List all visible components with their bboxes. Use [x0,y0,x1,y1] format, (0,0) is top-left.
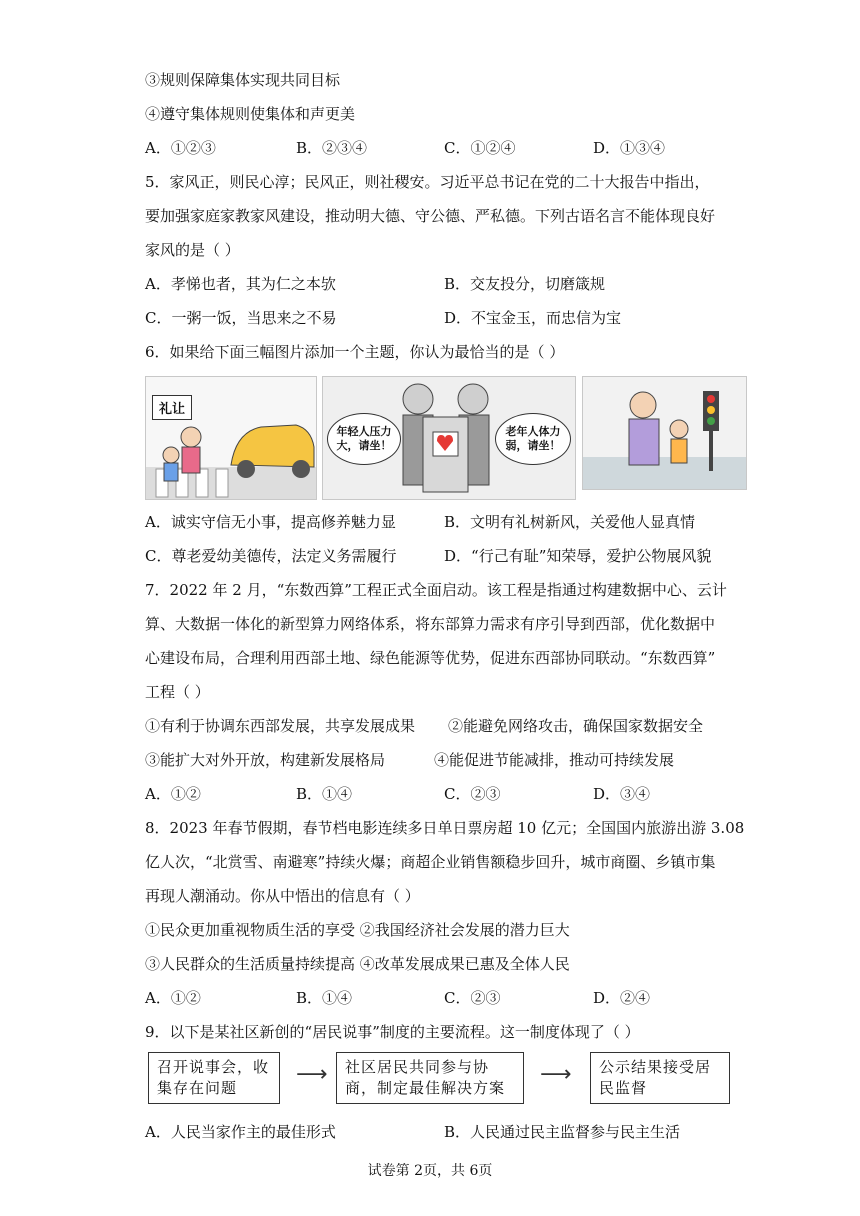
q8-option-b: B．①④ [296,989,353,1007]
q6-option-c: C．尊老爱幼美德传，法定义务需履行 [145,547,397,565]
q8-stem-line2: 亿人次，“北赏雪、南避寒”持续火爆；商超企业销售额稳步回升，城市商圈、乡镇市集 [145,853,716,871]
q7-option-b: B．①④ [296,785,353,803]
q7-stem-line3: 心建设布局，合理利用西部土地、绿色能源等优势，促进东西部协同联动。“东数西算” [145,649,716,667]
bubble-young-people: 年轻人压力大，请坐！ [327,413,401,465]
q8-stem-line3: 再现人潮涌动。你从中悟出的信息有（ ） [145,887,420,905]
q8-stem-line1: 8．2023 年春节假期，春节档电影连续多日单日票房超 10 亿元；全国国内旅游出游 3.08 [145,819,745,837]
q4-option-d: D．①③④ [593,139,666,157]
q6-option-b: B．文明有礼树新风，关爱他人显真情 [444,513,696,531]
grandma-child-crossing-illustration [583,377,746,489]
q5-option-c: C．一粥一饭，当思来之不易 [145,309,337,327]
q9-option-a: A．人民当家作主的最佳形式 [145,1123,336,1141]
q8-option-a: A．①② [145,989,201,1007]
q9-option-b: B．人民通过民主监督参与民主生活 [444,1123,681,1141]
q6-image-crossing [582,376,747,490]
q4-option-b: B．②③④ [296,139,368,157]
q7-stem-line1: 7．2022 年 2 月，“东数西算”工程正式全面启动。该工程是指通过构建数据中心、云计 [145,581,727,599]
q8-option-d: D．②④ [593,989,651,1007]
q7-item4: ④能促进节能减排，推动可持续发展 [434,751,675,769]
q6-image-seat [322,376,576,500]
q7-item1: ①有利于协调东西部发展，共享发展成果 [145,717,416,735]
q4-item3: ③规则保障集体实现共同目标 [145,71,341,89]
q8-items-line2: ③人民群众的生活质量持续提高 ④改革发展成果已惠及全体人民 [145,955,570,973]
q6-option-d: D．“行己有耻”知荣辱，爱护公物展风貌 [444,547,712,565]
flow-step-1: 召开说事会，收集存在问题 [148,1052,280,1104]
flow-step-2: 社区居民共同参与协商，制定最佳解决方案 [336,1052,524,1104]
q7-stem-line4: 工程（ ） [145,683,210,701]
q7-item2: ②能避免网络攻击，确保国家数据安全 [448,717,704,735]
q7-option-d: D．③④ [593,785,651,803]
q8-items-line1: ①民众更加重视物质生活的享受 ②我国经济社会发展的潜力巨大 [145,921,570,939]
q5-stem-line1: 5．家风正，则民心淳；民风正，则社稷安。习近平总书记在党的二十大报告中指出， [145,173,710,191]
q5-stem-line2: 要加强家庭家教家风建设，推动明大德、守公德、严私德。下列古语名言不能体现良好 [145,207,716,225]
q7-option-c: C．②③ [444,785,501,803]
bubble-elderly: 老年人体力弱，请坐！ [495,413,571,465]
q5-option-d: D．不宝金玉，而忠信为宝 [444,309,622,327]
page-footer: 试卷第 2页，共 6页 [367,1163,493,1179]
q5-option-a: A．孝悌也者，其为仁之本欤 [145,275,336,293]
flow-step-3: 公示结果接受居民监督 [590,1052,730,1104]
q4-option-c: C．①②④ [444,139,516,157]
q5-option-b: B．交友投分，切磨箴规 [444,275,606,293]
flow-arrow-1: ⟶ [296,1062,328,1087]
q8-option-c: C．②③ [444,989,501,1007]
q7-option-a: A．①② [145,785,201,803]
q9-stem: 9．以下是某社区新创的“居民说事”制度的主要流程。这一制度体现了（ ） [145,1023,640,1041]
q4-item4: ④遵守集体规则使集体和声更美 [145,105,356,123]
q6-image-courtesy [145,376,317,500]
q5-stem-line3: 家风的是（ ） [145,241,240,259]
q7-stem-line2: 算、大数据一体化的新型算力网络体系，将东部算力需求有序引导到西部，优化数据中 [145,615,716,633]
flow-arrow-2: ⟶ [540,1062,572,1087]
courtesy-sign: 礼让 [152,395,192,420]
q6-option-a: A．诚实守信无小事，提高修养魅力显 [145,513,396,531]
q7-item3: ③能扩大对外开放，构建新发展格局 [145,751,386,769]
q6-stem: 6．如果给下面三幅图片添加一个主题，你认为最恰当的是（ ） [145,343,565,361]
q4-option-a: A．①②③ [145,139,216,157]
